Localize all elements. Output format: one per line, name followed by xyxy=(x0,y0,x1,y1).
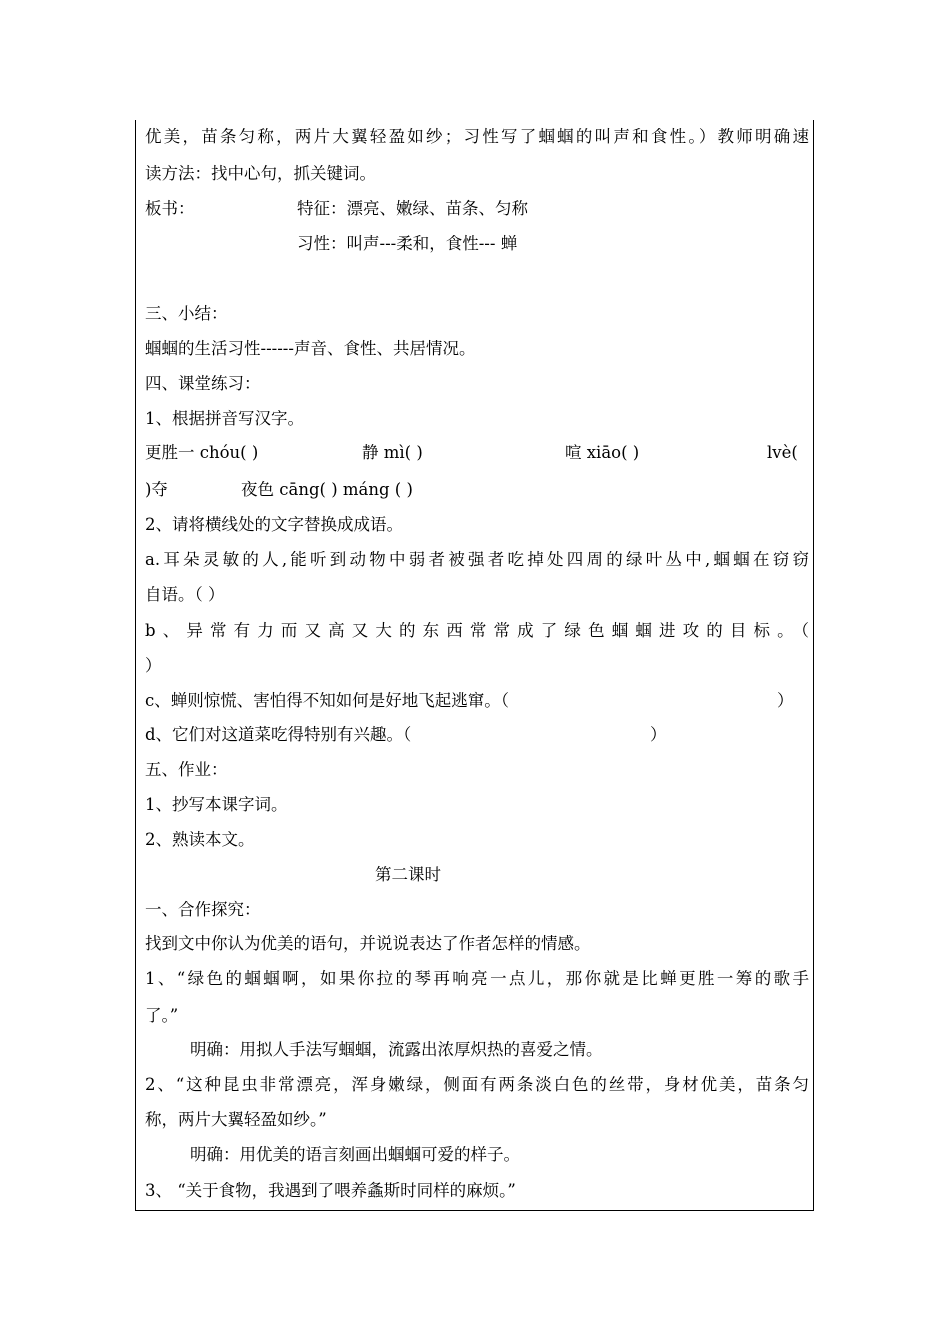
exercise-text: d、它们对这道菜吃得特别有兴趣。（ xyxy=(145,725,412,744)
section-heading: 四、课堂练习： xyxy=(145,374,261,393)
pinyin-item: 夜色 cāng( ) máng ( ) xyxy=(241,480,413,499)
clarification: 明确：用优美的语言刻画出蝈蝈可爱的样子。 xyxy=(190,1145,520,1164)
pinyin-item: 静 mì( ) xyxy=(362,443,423,462)
text-line: 读方法：找中心句，抓关键词。 xyxy=(145,164,376,183)
lesson-title: 第二课时 xyxy=(375,865,441,884)
quote-line: 3、 “关于食物，我遇到了喂养螽斯时同样的麻烦。” xyxy=(145,1181,516,1200)
pinyin-item: )夺 xyxy=(145,480,168,499)
text-line: 蝈蝈的生活习性------声音、食性、共居情况。 xyxy=(145,339,476,358)
exercise-item: 1、根据拼音写汉字。 xyxy=(145,409,304,428)
quote-line: 了。” xyxy=(145,1006,179,1025)
bracket-close: ） xyxy=(777,691,794,710)
quote-line: 2、“这种昆虫非常漂亮，浑身嫩绿，侧面有两条淡白色的丝带，身材优美，苗条匀 xyxy=(145,1075,809,1094)
section-heading: 五、作业： xyxy=(145,760,228,779)
clarification: 明确：用拟人手法写蝈蝈，流露出浓厚炽热的喜爱之情。 xyxy=(190,1040,603,1059)
quote-line: 称，两片大翼轻盈如纱。” xyxy=(145,1110,327,1129)
text-line: 优美，苗条匀称，两片大翼轻盈如纱；习性写了蝈蝈的叫声和食性。）教师明确速 xyxy=(145,127,809,146)
blackboard-label: 板书： xyxy=(145,199,195,218)
exercise-text: c、蝉则惊慌、害怕得不知如何是好地飞起逃窜。（ xyxy=(145,691,509,710)
homework-item: 2、熟读本文。 xyxy=(145,830,255,849)
exercise-item: 2、请将横线处的文字替换成成语。 xyxy=(145,515,403,534)
section-heading: 一、合作探究： xyxy=(145,900,261,919)
quote-line: 1、“绿色的蝈蝈啊，如果你拉的琴再响亮一点儿，那你就是比蝉更胜一筹的歌手 xyxy=(145,969,809,988)
bracket-close: ） xyxy=(650,725,667,744)
pinyin-item: 喧 xiāo( ) xyxy=(565,443,640,462)
section-heading: 三、小结： xyxy=(145,304,228,323)
pinyin-item: 更胜一 chóu( ) xyxy=(145,443,259,462)
text-line: 找到文中你认为优美的语句，并说说表达了作者怎样的情感。 xyxy=(145,934,591,953)
exercise-sentence: ） xyxy=(145,656,162,675)
pinyin-item: lvè( xyxy=(767,443,798,462)
blackboard-features: 特征：漂亮、嫩绿、苗条、匀称 xyxy=(297,199,528,218)
blackboard-habits: 习性：叫声---柔和，食性--- 蝉 xyxy=(297,234,518,253)
exercise-sentence: b、异常有力而又高又大的东西常常成了绿色蝈蝈进攻的目标。（ xyxy=(145,621,809,640)
homework-item: 1、抄写本课字词。 xyxy=(145,795,288,814)
exercise-sentence: a.耳朵灵敏的人,能听到动物中弱者被强者吃掉处四周的绿叶丛中,蝈蝈在窃窃 xyxy=(145,550,809,569)
exercise-sentence: 自语。（ ） xyxy=(145,585,225,604)
